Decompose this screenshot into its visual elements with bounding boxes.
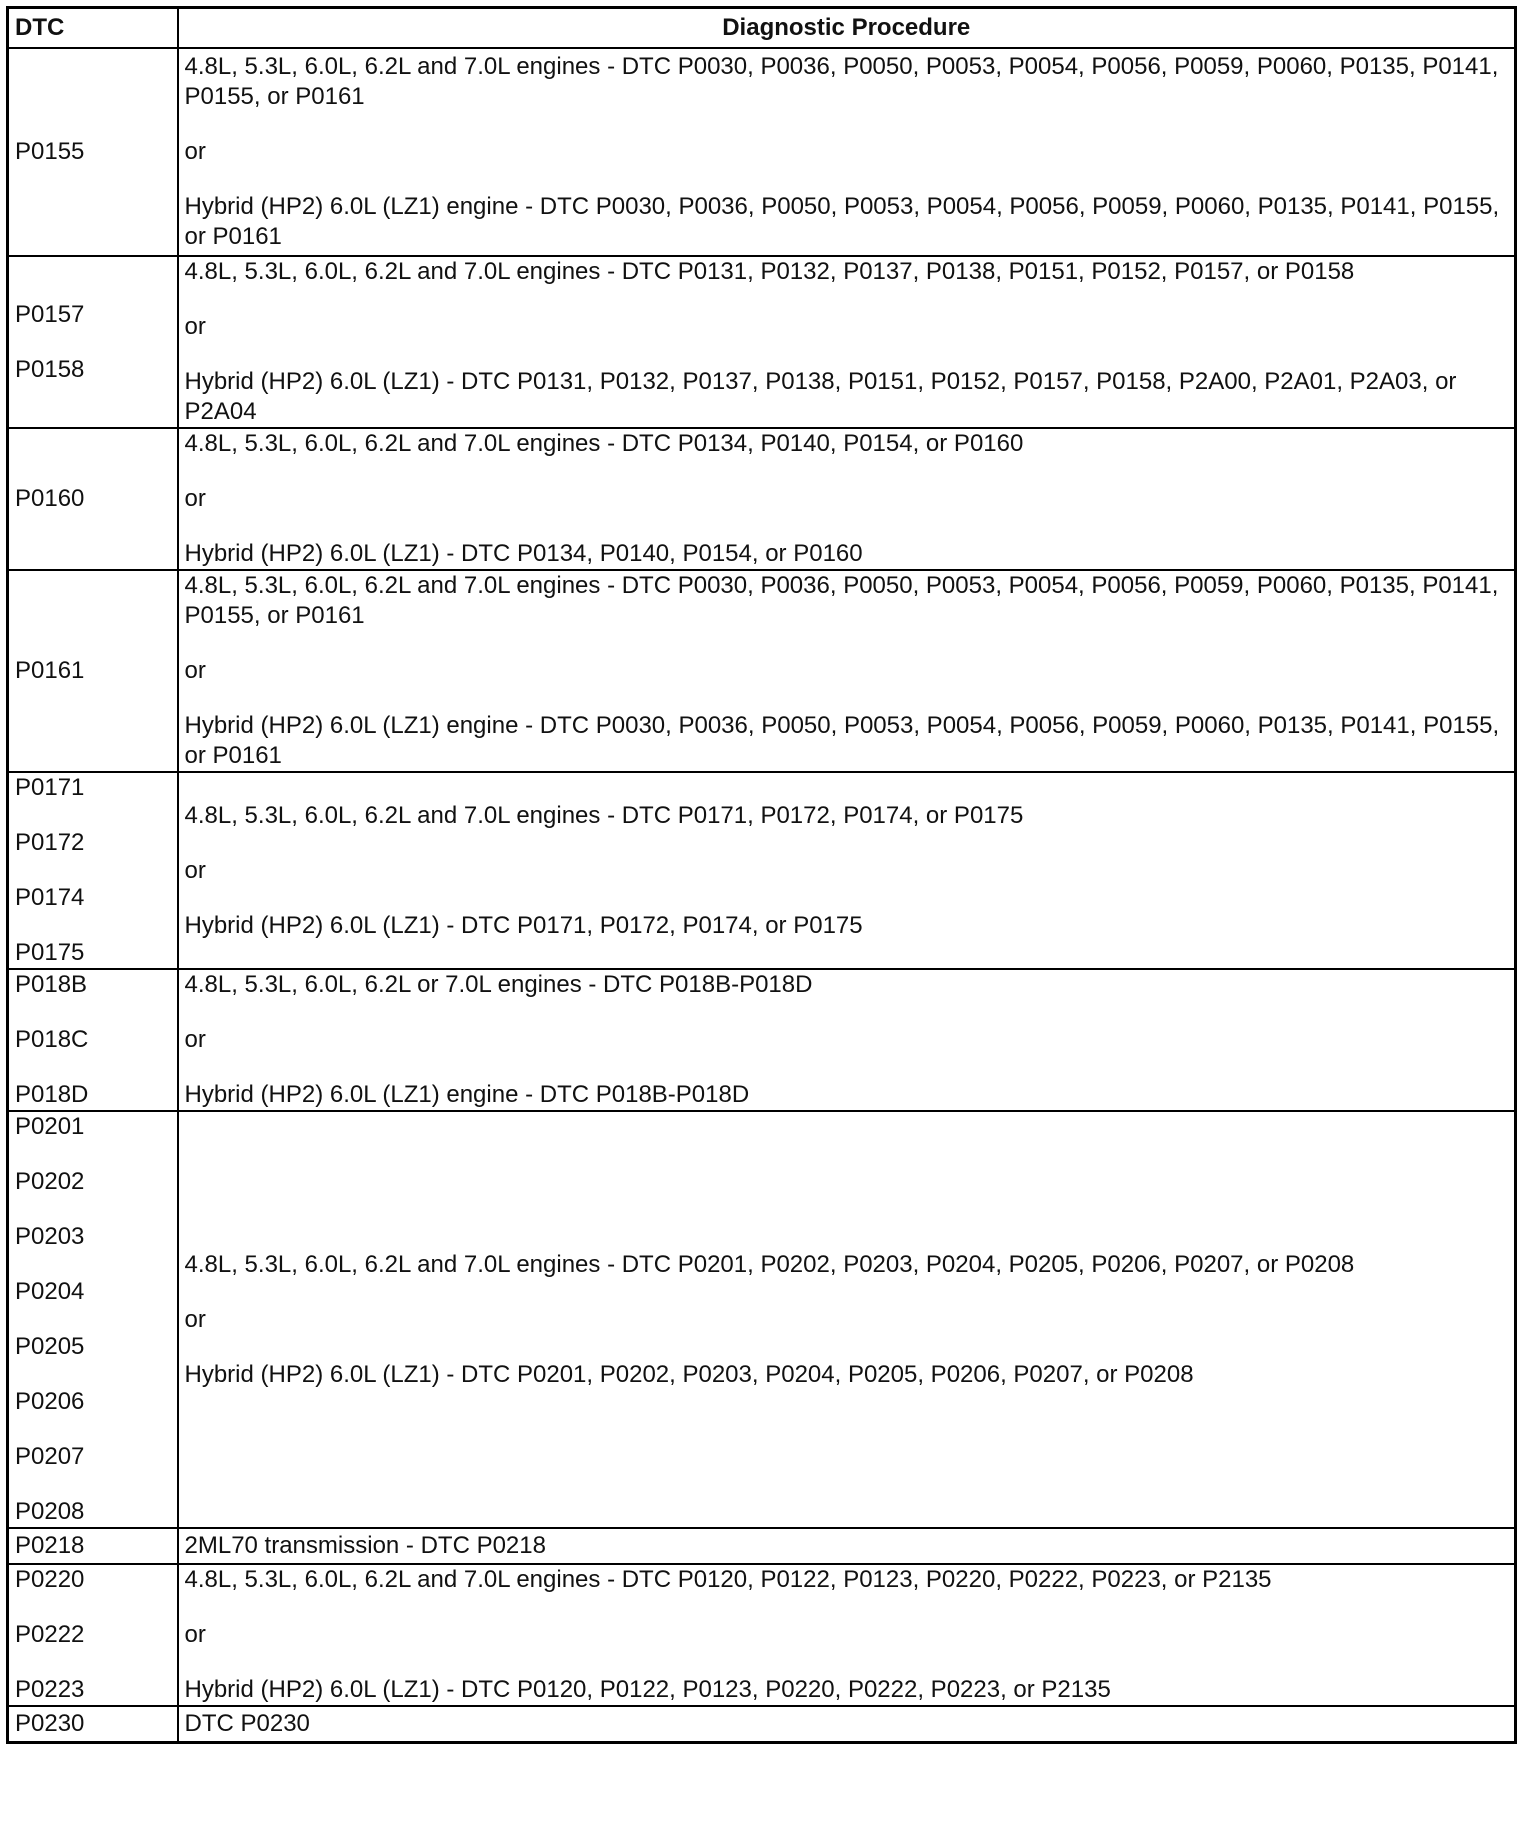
procedure-text: Hybrid (HP2) 6.0L (LZ1) engine - DTC P0030, P0036, P0050, P0053, P0054, P0056, P0059, P0060, P0135, P0141, P0155, or P0161 (184, 193, 1500, 250)
dtc-cell (8, 969, 178, 1111)
dtc-code: P0208 (15, 1498, 85, 1525)
procedure-text: 4.8L, 5.3L, 6.0L, 6.2L and 7.0L engines - DTC P0030, P0036, P0050, P0053, P0054, P0056, P0059, P0060, P0135, P0141, P0155, or P0161 (184, 572, 1499, 629)
procedure-text: Hybrid (HP2) 6.0L (LZ1) - DTC P0201, P0202, P0203, P0204, P0205, P0206, P0207, or P0208 (184, 1360, 1194, 1388)
procedure-text: or (184, 313, 206, 340)
procedure-cell (178, 570, 1516, 772)
dtc-code: P0207 (15, 1443, 85, 1470)
dtc-code: P0175 (15, 939, 85, 966)
procedure-text: Hybrid (HP2) 6.0L (LZ1) - DTC P0171, P0172, P0174, or P0175 (184, 911, 863, 939)
procedure-cell (178, 1111, 1516, 1528)
procedure-text: Hybrid (HP2) 6.0L (LZ1) - DTC P0131, P0132, P0137, P0138, P0151, P0152, P0157, P0158, P2A00, P2A01, P2A03, or P2A04 (184, 368, 1457, 425)
dtc-code: P0157 (15, 300, 85, 328)
dtc-code: P0155 (15, 138, 85, 165)
table-row (8, 570, 1516, 772)
table-row (8, 1706, 1516, 1742)
procedure-cell (178, 256, 1516, 428)
procedure-cell (178, 48, 1516, 256)
dtc-code: P0171 (15, 774, 85, 801)
dtc-cell (8, 1528, 178, 1564)
dtc-code: P018B (15, 971, 88, 998)
dtc-code: P0218 (15, 1532, 85, 1559)
procedure-text: or (184, 485, 206, 512)
dtc-cell (8, 48, 178, 256)
table-row (8, 48, 1516, 256)
procedure-text: 4.8L, 5.3L, 6.0L, 6.2L and 7.0L engines - DTC P0134, P0140, P0154, or P0160 (184, 430, 1024, 457)
procedure-cell (178, 1528, 1516, 1564)
procedure-cell (178, 1564, 1516, 1706)
dtc-code: P0161 (15, 657, 85, 684)
procedure-text: Hybrid (HP2) 6.0L (LZ1) engine - DTC P018B-P018D (184, 1081, 750, 1108)
procedure-text: or (184, 657, 206, 684)
procedure-column-header: Diagnostic Procedure (178, 8, 1516, 49)
procedure-text: 4.8L, 5.3L, 6.0L, 6.2L and 7.0L engines - DTC P0120, P0122, P0123, P0220, P0222, P0223, or P2135 (184, 1566, 1272, 1593)
procedure-text: 2ML70 transmission - DTC P0218 (184, 1532, 546, 1559)
dtc-code: P0158 (15, 355, 85, 383)
dtc-cell (8, 1564, 178, 1706)
table-header-row (8, 8, 1516, 49)
procedure-text: 4.8L, 5.3L, 6.0L, 6.2L and 7.0L engines - DTC P0030, P0036, P0050, P0053, P0054, P0056, P0059, P0060, P0135, P0141, P0155, or P0161 (184, 53, 1499, 110)
dtc-cell (8, 428, 178, 570)
table-row (8, 1564, 1516, 1706)
dtc-code: P018D (15, 1081, 89, 1108)
dtc-code: P0203 (15, 1223, 85, 1250)
table-row (8, 428, 1516, 570)
dtc-cell (8, 1706, 178, 1742)
dtc-code: P0223 (15, 1676, 85, 1703)
dtc-cell (8, 256, 178, 428)
procedure-text: Hybrid (HP2) 6.0L (LZ1) - DTC P0134, P0140, P0154, or P0160 (184, 540, 863, 567)
table-row (8, 1111, 1516, 1528)
procedure-cell (178, 428, 1516, 570)
procedure-text: Hybrid (HP2) 6.0L (LZ1) engine - DTC P0030, P0036, P0050, P0053, P0054, P0056, P0059, P0060, P0135, P0141, P0155, or P0161 (184, 712, 1500, 769)
dtc-code: P0205 (15, 1333, 85, 1360)
procedure-text: Hybrid (HP2) 6.0L (LZ1) - DTC P0120, P0122, P0123, P0220, P0222, P0223, or P2135 (184, 1676, 1111, 1703)
procedure-text: 4.8L, 5.3L, 6.0L, 6.2L and 7.0L engines - DTC P0171, P0172, P0174, or P0175 (184, 801, 1024, 829)
dtc-cell (8, 570, 178, 772)
dtc-code: P0174 (15, 884, 85, 911)
procedure-text: 4.8L, 5.3L, 6.0L, 6.2L or 7.0L engines - DTC P018B-P018D (184, 971, 813, 998)
dtc-code: P0172 (15, 829, 85, 856)
dtc-code: P0202 (15, 1168, 85, 1195)
table-row (8, 772, 1516, 969)
dtc-code: P018C (15, 1026, 89, 1053)
procedure-cell (178, 1706, 1516, 1742)
dtc-code: P0230 (15, 1709, 85, 1737)
procedure-cell (178, 772, 1516, 969)
table-row (8, 969, 1516, 1111)
procedure-text: 4.8L, 5.3L, 6.0L, 6.2L and 7.0L engines - DTC P0201, P0202, P0203, P0204, P0205, P0206, P0207, or P0208 (184, 1250, 1355, 1278)
dtc-cell (8, 772, 178, 969)
procedure-text: or (184, 138, 206, 165)
procedure-text: DTC P0230 (184, 1709, 310, 1737)
table-row (8, 1528, 1516, 1564)
table-row (8, 256, 1516, 428)
table-body (8, 48, 1516, 1742)
dtc-cell (8, 1111, 178, 1528)
dtc-code: P0206 (15, 1388, 85, 1415)
procedure-text: or (184, 1305, 206, 1333)
dtc-code: P0222 (15, 1621, 85, 1648)
dtc-code: P0220 (15, 1566, 85, 1593)
procedure-cell (178, 969, 1516, 1111)
procedure-text: or (184, 1621, 206, 1648)
dtc-code: P0160 (15, 485, 85, 512)
procedure-text: or (184, 856, 206, 884)
procedure-text: 4.8L, 5.3L, 6.0L, 6.2L and 7.0L engines - DTC P0131, P0132, P0137, P0138, P0151, P0152, P0157, or P0158 (184, 258, 1355, 285)
dtc-code: P0204 (15, 1278, 85, 1305)
dtc-procedure-table (6, 6, 1517, 1744)
procedure-text: or (184, 1026, 206, 1053)
dtc-column-header: DTC (8, 8, 178, 49)
dtc-code: P0201 (15, 1113, 85, 1140)
